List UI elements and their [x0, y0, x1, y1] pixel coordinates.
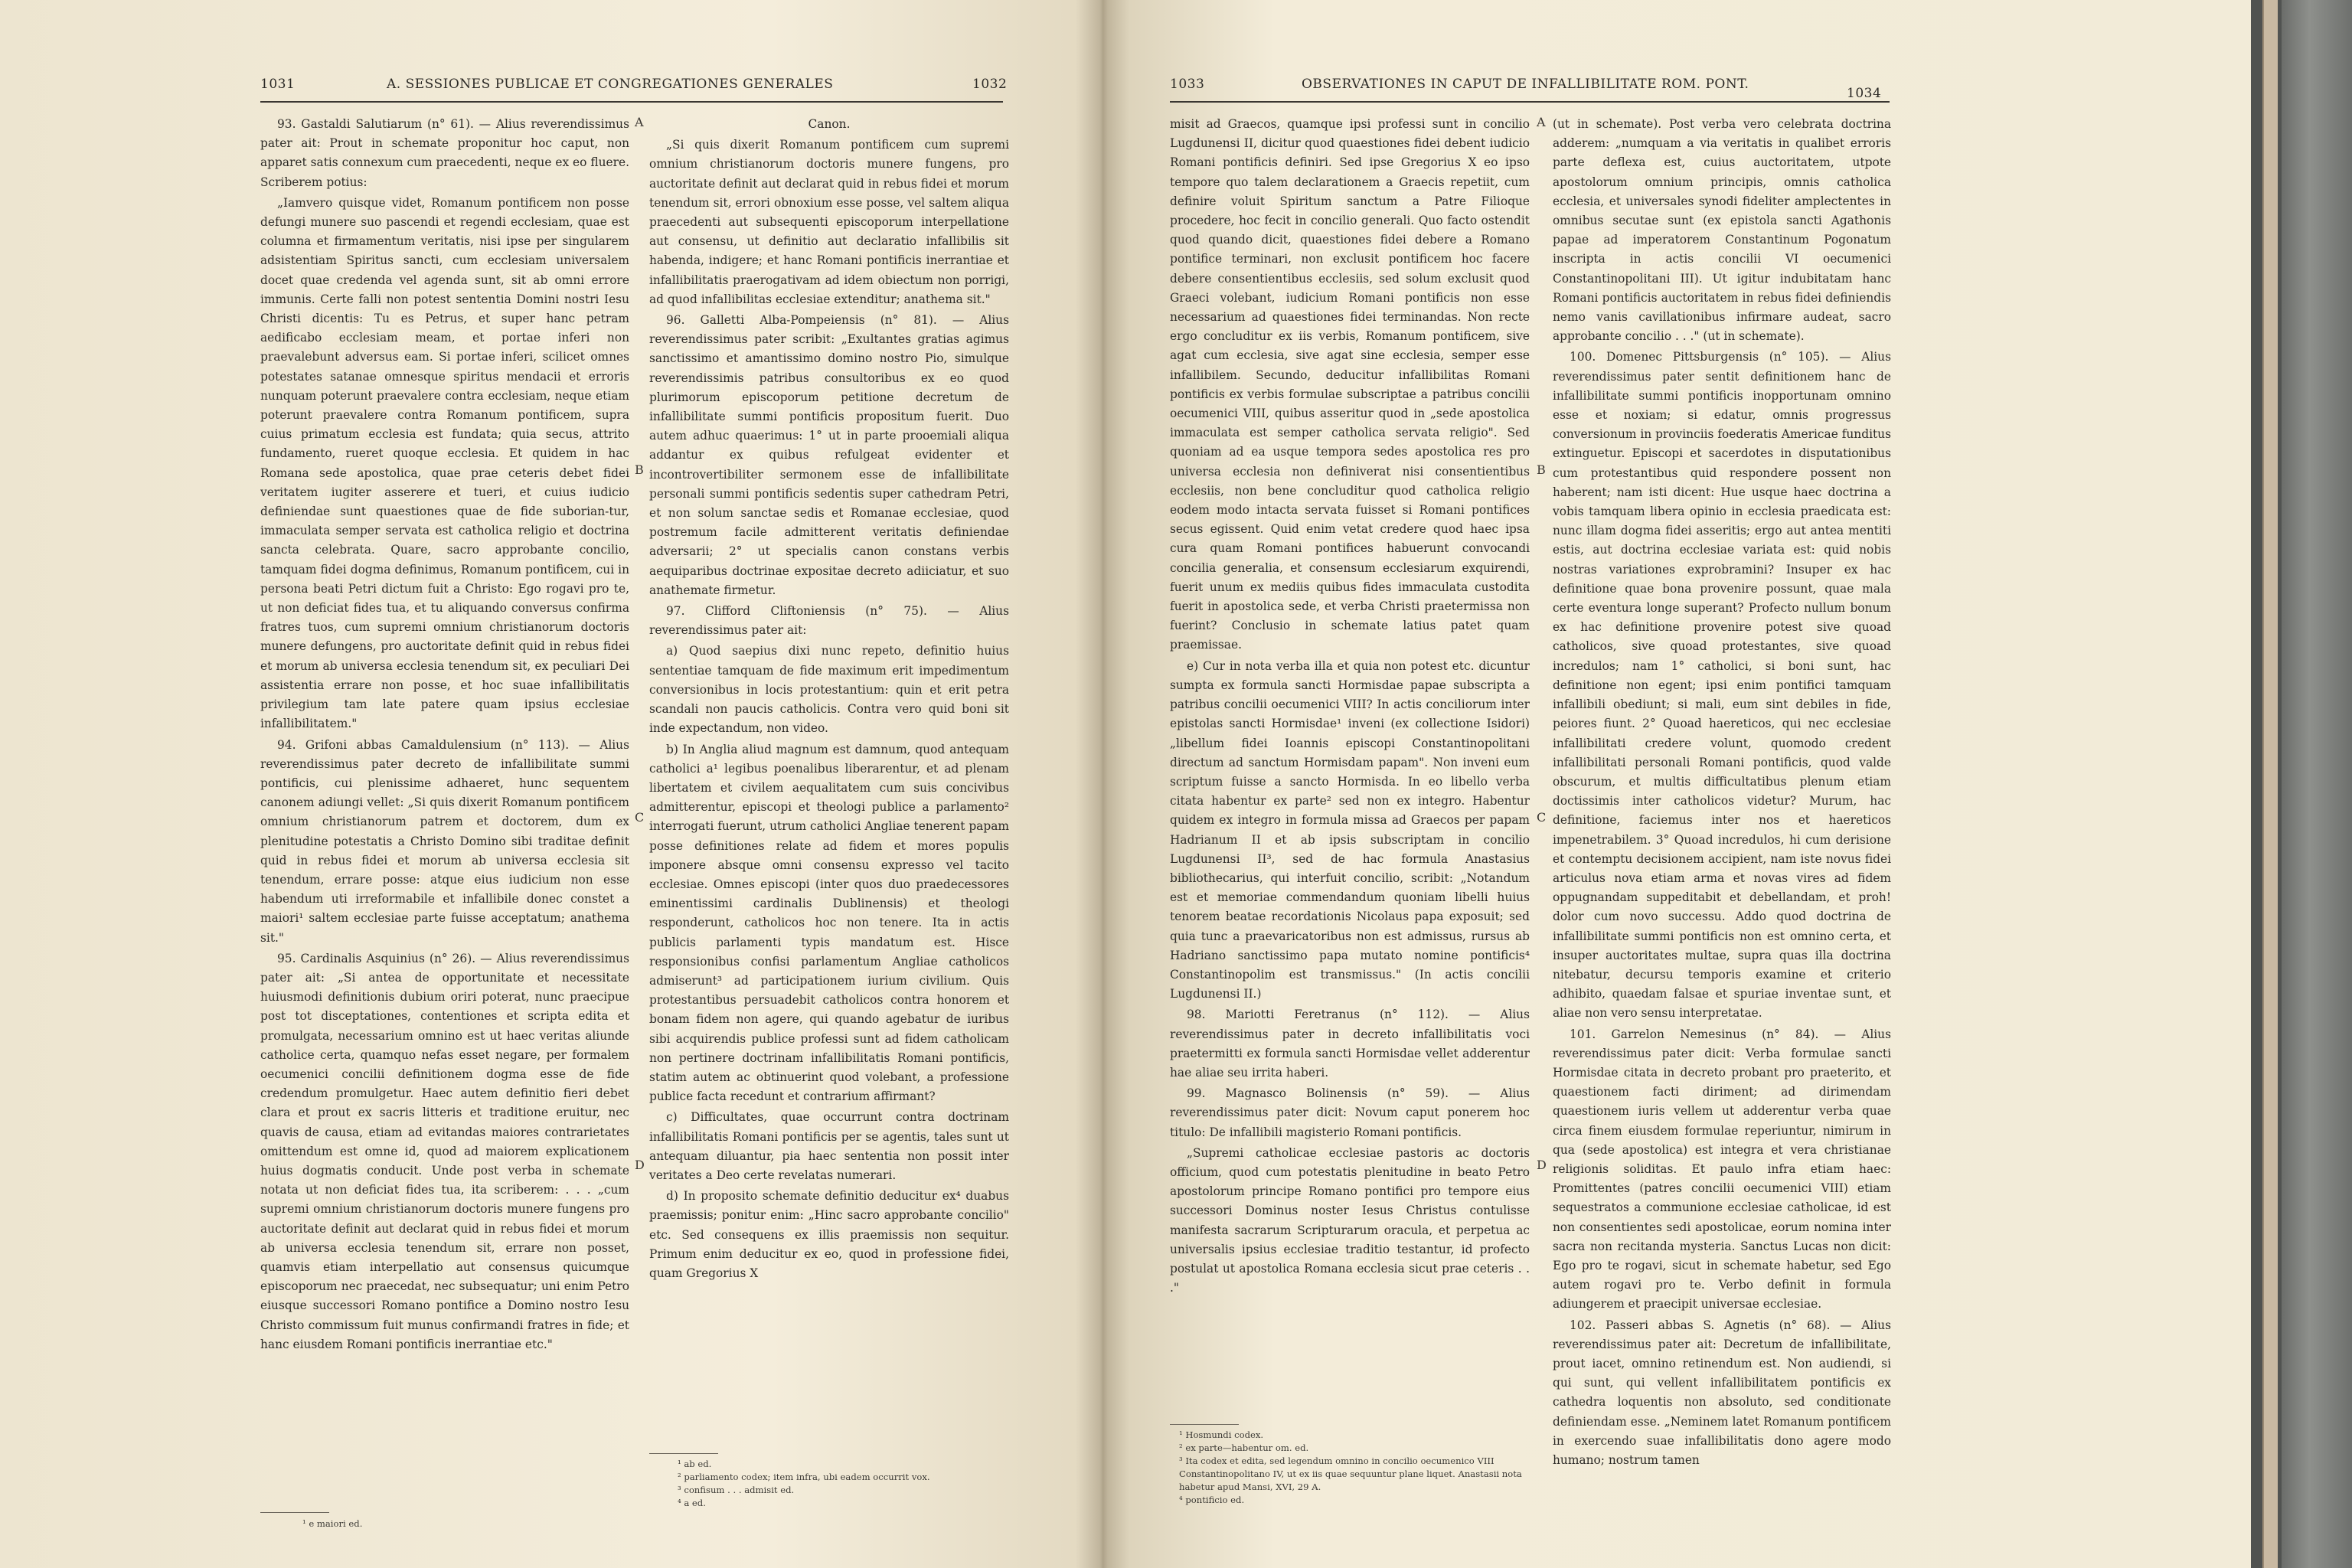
right-page-number-1: 1033 [1170, 77, 1205, 92]
paragraph: 96. Galletti Alba-Pompeiensis (n° 81). — Alius reverendissimus pater scribit: „Exultantes gratias agimus sanctissimo et amantissimo domino nostro Pio, simulque reverendissimis patribus consultoribus ex eo quod plurimorum episcoporum petitione decretum de infallibilitate summi pontificis propositum fuerit. Duo autem adhuc quaerimus: 1° ut in parte prooemiali aliqua addantur ex quibus refulgeat evidenter et incontrovertibiliter sermonem esse de infallibilitate personali summi pontificis sedentis super cathedram Petri, et non solum sanctae sedis et Romanae ecclesiae, quod postremum facile admitterent veritatis definiendae adversarii; 2° ut specialis canon constans verbis aequiparibus doctrinae expositae decreto adiiciatur, et suo anathemate firmetur. [649, 313, 1009, 597]
paragraph: „Iamvero quisque videt, Romanum pontificem non posse defungi munere suo pascendi et regendi ecclesiam, quae est columna et firmamentum veritatis, nisi ipse per singularem adsistentiam Spiritus sancti, cum ecclesiam universalem docet quae credenda vel agenda sunt, sit ab omni errore immunis. Certe falli non potest sententia Domini nostri Iesu Christi dicentis: Tu es Petrus, et super hanc petram aedificabo ecclesiam meam, et portae inferi non praevalebunt adversus eam. Si portae inferi, scilicet omnes potestates satanae omnesque spiritus mendacii et erroris nunquam poterunt praevalere contra ecclesiam, neque etiam poterunt praevalere contra Romanum pontificem, supra cuius primatum ecclesia est fundata; quia secus, attrito fundamento, rueret quoque ecclesia. Et quidem in hac Romana sede apostolica, quae prae ceteris debet fidei veritatem iugiter asserere et tueri, et cuius iudicio definiendae sunt quaestiones quae de fide suborian-tur, immaculata semper servata est catholica religio et doctrina sancta celebrata. Quare, sacro approbante concilio, tamquam fidei dogma definimus, Romanum pontificem, cui in persona beati Petri dictum fuit a Christo: Ego rogavi pro te, ut non deficiat fides tua, et tu aliquando conversus confirma fratres tuos, cum supremi omnium christianorum doctoris munere defungens, pro auctoritate definit quid in rebus fidei et morum ab universa ecclesia tenendum sit, ex peculiari Dei assistentia errare non posse, et hoc suae infallibilitatis privilegium tam late patere quam ipsius ecclesiae infallibilitatem." [260, 195, 629, 731]
footnote-rule [649, 1453, 718, 1454]
paragraph: b) In Anglia aliud magnum est damnum, quod antequam catholici a¹ legibus poenalibus liberarentur, et ad plenam libertatem et civilem aequalitatem cum suis concivibus admitterentur, episcopi et theologi publice a parlamento² interrogati fuerunt, utrum catholici Angliae tenerent papam posse definitiones relate ad fidem et mores populis imponere absque omni consensu expresso vel tacito ecclesiae. Omnes episcopi (inter quos duo praedecessores eminentissimi cardinalis Dublinensis) et theologi responderunt, catholicos hoc non tenere. Ita in actis publicis parlamenti typis mandatum est. Hisce responsionibus confisi parlamentum Angliae catholicos admiserunt³ ad participationem iurium civilium. Quis protestantibus persuadebit catholicos contra honorem et bonam fidem non agere, qui quando agebatur de iuribus sibi acquirendis publice professi sunt ad fidem catholicam non pertinere doctrinam infallibilitatis Romani pontificis, statim autem ac obtinuerint quod volebant, a professione publice facta recedunt et contrarium affirmant? [649, 742, 1009, 1104]
right-running-title: OBSERVATIONES IN CAPUT DE INFALLIBILITATE ROM. PONT. [1302, 77, 1749, 92]
paragraph: 97. Clifford Cliftoniensis (n° 75). — Alius reverendissimus pater ait: [649, 604, 1009, 638]
paragraph: 100. Domenec Pittsburgensis (n° 105). — Alius reverendissimus pater sentit definitionem hanc de infallibilitate summi pontificis inopportunam omnino esse et noxiam; si edatur, omnis progressus conversionum in provinciis foederatis Americae funditus extinguetur. Episcopi et sacerdotes in disputationibus cum protestantibus quid respondere possent non haberent; nam isti dicent: Hue usque haec doctrina a vobis tamquam libera opinio in ecclesia praedicata est: nunc illam dogma fidei asseritis; ergo aut antea mentiti estis, aut doctrina ecclesiae variata est: quid nobis nostras variationes exprobramini? Insuper ex hac definitione quae bona provenire possunt, quae mala certe eventura longe superant? Profecto nullum bonum ex hac definitione provenire potest sive quoad catholicos, sive quoad protestantes, sive quoad incredulos; nam 1° catholici, si boni sunt, hac definitione non egent; ipsi enim pontifici tamquam infallibili obediunt; si mali, eum sint debiles in fide, peiores fiunt. 2° Quoad haereticos, qui nec ecclesiae infallibilitati credere volunt, quomodo credent infallibilitati personali Romani pontificis, quod valde obscurum, et multis difficultatibus plenum etiam doctissimis inter catholicos videtur? Murum, hac definitione, faciemus inter nos et haereticos impenetrabilem. 3° Quoad incredulos, hi cum derisione et contemptu decisionem accipient, nam iste novus fidei articulus nova etiam arma et novas vires ad fidem oppugnandam suppeditabit et debellandam, et proh! dolor cum novo successu. Addo quod doctrina de infallibilitate summi pontificis non est omnino certa, et insuper auctoritates multae, supra quas illa doctrina nitebatur, decursu temporis examine et criterio adhibito, quaedam falsae et spuriae inventae sunt, et aliae non vero sensu interpretatae. [1553, 350, 1891, 1021]
footnote: ² ex parte—habentur om. ed. [1179, 1442, 1309, 1453]
right-col1-footnotes [1179, 1429, 1531, 1507]
book-gutter-shadow [1076, 0, 1129, 1568]
margin-letter: C [635, 810, 645, 825]
paragraph: 101. Garrelon Nemesinus (n° 84). — Alius reverendissimus pater dicit: Verba formulae sancti Hormisdae citata in decreto probant pro praeterito, et quaestionem facti diriment; ad dirimendam quaestionem iuris vellem ut adderentur verba quae circa finem eiusdem formulae reperiuntur, nimirum in qua (sede apostolica) est integra et vera christianae religionis soliditas. Et paulo infra etiam haec: Promittentes (patres concilii oecumenici VIII) etiam sequestratos a communione ecclesiae catholicae, id est non consentientes sedi apostolicae, eorum nomina inter sacra non recitanda mysteria. Sanctus Lucas non dicit: Ego pro te rogavi, sicut in schemate habetur, sed Ego autem rogavi pro te. Verbo definit in formula adiungerem et praecipit universae ecclesiae. [1553, 1027, 1891, 1312]
paragraph: Canon. [808, 117, 851, 131]
left-column-1 [260, 115, 629, 1508]
footnote: ³ Ita codex et edita, sed legendum omnino in concilio oecumenico VIII Constantinopolitano IV, ut ex iis quae sequuntur plane liquet. Anastasii nota habetur apud Mansi, XVI, 29 A. [1179, 1455, 1522, 1492]
footnote-rule [260, 1512, 329, 1513]
left-page [0, 0, 1102, 1568]
footnote: ¹ e maiori ed. [302, 1518, 363, 1529]
right-page-number-2: 1034 [1847, 86, 1882, 101]
footnote: ¹ ab ed. [678, 1459, 712, 1469]
left-page-number-2: 1032 [972, 77, 1008, 92]
paragraph: a) Quod saepius dixi nunc repeto, definitio huius sententiae tamquam de fide maximum erit impedimentum conversionibus in locis protestantium: quin et erit petra scandali non paucis catholicis. Contra vero quid boni sit inde expectandum, non video. [649, 644, 1009, 736]
paragraph: 98. Mariotti Feretranus (n° 112). — Alius reverendissimus pater in decreto infallibilitatis voci praetermitti ex formula sancti Hormisdae vellet adderentur hae aliae seu irrita haberi. [1170, 1008, 1530, 1080]
left-page-number-1: 1031 [260, 77, 296, 92]
paragraph: 102. Passeri abbas S. Agnetis (n° 68). — Alius reverendissimus pater ait: Decretum de infallibilitate, prout iacet, omnino retinendum est. Non audiendi, si qui sunt, qui vellent infallibilitatem pontificis ex cathedra loquentis non absoluto, sed conditionate definiendam esse. „Neminem latet Romanum pontificem in exercendo suae infallibilitatis dono agere modo humano; nostrum tamen [1553, 1318, 1891, 1468]
margin-letter: C [1537, 810, 1547, 825]
margin-letter: D [1537, 1158, 1547, 1172]
right-header-rule [1170, 101, 1890, 103]
left-running-title: A. SESSIONES PUBLICAE ET CONGREGATIONES GENERALES [387, 77, 834, 92]
footnote: ³ confisum . . . admisit ed. [678, 1485, 795, 1495]
margin-letter: B [635, 462, 644, 477]
paragraph: c) Difficultates, quae occurrunt contra doctrinam infallibilitatis Romani pontificis per se agentis, tales sunt ut antequam diluantur, pia haec sententia non possit inter veritates a Deo certe revelatas numerari. [649, 1110, 1009, 1182]
right-page [1102, 0, 2251, 1568]
book-cover-edge [2262, 0, 2278, 1568]
margin-letter: B [1537, 462, 1546, 477]
book-edge [2282, 0, 2352, 1568]
paragraph: „Supremi catholicae ecclesiae pastoris ac doctoris officium, quod cum potestatis plenitudine in beato Petro apostolorum principe Romano pontifici pro tempore eius successori Dominus noster Iesus Christus contulisse manifesta sacrarum Scripturarum oracula, et perpetua ac universalis ipsius ecclesiae traditio testantur, id profecto postulat ut apostolica Romana ecclesia sicut prae ceteris . . ." [1170, 1145, 1530, 1295]
right-column-2 [1553, 115, 1891, 1516]
left-header-rule [260, 101, 1003, 103]
footnote: ¹ Hosmundi codex. [1179, 1429, 1264, 1440]
footnote-rule [1170, 1424, 1239, 1425]
paragraph: e) Cur in nota verba illa et quia non potest etc. dicuntur sumpta ex formula sancti Hormisdae papae subscripta a patribus concilii oecumenici VIII? In actis conciliorum inter epistolas sancti Hormisdae¹ inveni (ex collectione Isidori) „libellum fidei Ioannis episcopi Constantinopolitani directum ad sanctum Hormisdam papam". Non inveni eum scriptum fuisse a sancto Hormisda. In eo libello verba citata habentur ex parte² sed non ex integro. Habentur quidem ex integro in formula missa ad Graecos per papam Hadrianum II et ab ipsis subscriptam in concilio Lugdunensi II³, sed de hac formula Anastasius bibliothecarius, qui interfuit concilio, scribit: „Notandum est et memoriae commendandum quoniam libelli huius tenorem beatae recordationis Nicolaus papa exposuit; sed quia tunc a praevaricatoribus non est admissus, rursus ab Hadriano sanctissimo papa mutato nomine pontificis⁴ Constantinopolim est transmissus." (In actis concilii Lugdunensi II.) [1170, 658, 1530, 1001]
paragraph: 95. Cardinalis Asquinius (n° 26). — Alius reverendissimus pater ait: „Si antea de opportunitate et necessitate huiusmodi definitionis dubium oriri poterat, nunc praecipue post tot disceptationes, contentiones et scripta edita et promulgata, necessarium omnino est ut haec veritas aliunde catholice certa, quamquo nefas esset negare, per formalem oecumenici concilii definitionem dogma esse de fide credendum promulgetur. Haec autem definitio fieri debet clara et prout ex sacris litteris et traditione eruitur, nec quavis de causa, etiam ad evitandas maiores contrarietates omittendum est omne id, quod ad maiorem explicationem huius dogmatis conducit. Unde post verba in schemate notata ut non deficiat fides tua, ita scriberem: . . . „cum supremi omnium christianorum doctoris munere fungens pro auctoritate definit aut declarat quid in rebus fidei et morum ab universa ecclesia tenendum sit, errare non posset, quamvis etiam interpellatio aut consensus quicumque episcoporum nec praecedat, nec subsequatur; uni enim Petro eiusque successori Romano pontifice a Domino nostro Iesu Christo commissum fuit munus confirmandi fratres in fide; et hanc eiusdem Romani pontificis inerrantiae etc." [260, 951, 629, 1351]
paragraph: d) In proposito schemate definitio deducitur ex⁴ duabus praemissis; ponitur enim: „Hinc sacro approbante concilio" etc. Sed consequens ex illis praemissis non sequitur. Primum enim deducitur ex eo, quod in professione fidei, quam Gregorius X [649, 1189, 1009, 1280]
footnote: ⁴ a ed. [678, 1498, 706, 1508]
footnote: ² parliamento codex; item infra, ubi eadem occurrit vox. [678, 1472, 930, 1482]
footnote: ⁴ pontificio ed. [1179, 1494, 1245, 1505]
paragraph: (ut in schemate). Post verba vero celebrata doctrina adderem: „numquam a via veritatis in qualibet erroris parte deflexa est, cuius auctoritatem, utpote apostolorum omnium principis, omnis catholica ecclesia, et universales synodi fideliter amplectentes in omnibus secutae sunt (ex epistola sancti Agathonis papae ad imperatorem Constantinum Pogonatum inscripta in actis concilii VI oecumenici Constantinopolitani III). Ut igitur indubitatam hanc Romani pontificis auctoritatem in rebus fidei definiendis nemo vanis cavillationibus infirmare audeat, sacro approbante concilio . . ." (ut in schemate). [1553, 117, 1891, 344]
margin-letter: D [635, 1158, 645, 1172]
left-column-2 [649, 115, 1009, 1447]
paragraph: „Si quis dixerit Romanum pontificem cum supremi omnium christianorum doctoris munere fungens, pro auctoritate definit aut declarat quid in rebus fidei et morum tenendum sit, errori obnoxium esse posse, vel saltem aliqua praecedenti aut subsequenti episcoporum interpellatione aut consensu, ut definitio aut declaratio infallibilis sit habenda, indigere; et hanc Romani pontificis inerrantiae et infallibilitatis praerogativam ad idem obiectum non porrigi, ad quod infallibilitas ecclesiae extenditur; anathema sit." [649, 138, 1009, 306]
margin-letter: A [635, 115, 644, 129]
paragraph: 94. Grifoni abbas Camaldulensium (n° 113). — Alius reverendissimus pater decreto de infallibilitate summi pontificis, cui plenissime adhaeret, hunc sequentem canonem adiungi vellet: „Si quis dixerit Romanum pontificem omnium christianorum patrem et doctorem, dum ex plenitudine potestatis a Christo Domino sibi traditae definit quid in rebus fidei et morum ab universa ecclesia sit tenendum, errare posse: atque eius iudicium non esse habendum uti irreformabile et infallibile donec constet a maiori¹ saltem ecclesiae parte fuisse acceptatum; anathema sit." [260, 737, 629, 945]
right-column-1 [1170, 115, 1530, 1416]
left-col1-footnotes [302, 1517, 362, 1530]
paragraph: 93. Gastaldi Salutiarum (n° 61). — Alius reverendissimus pater ait: Prout in schemate proponitur hoc caput, non apparet satis connexum cum praecedenti, neque ex eo fluere. Scriberem potius: [260, 117, 629, 189]
paragraph: misit ad Graecos, quamque ipsi professi sunt in concilio Lugdunensi II, dicitur quod quaestiones fidei debent iudicio Romani pontificis definiri. Sed ipse Gregorius X eo ipso tempore quo talem declarationem a Graecis repetiit, cum definire voluit Spiritum sanctum a Patre Filioque procedere, hoc fecit in concilio generali. Quo facto ostendit quod quando dicit, quaestiones fidei debere a Romano pontifice terminari, non exclusit pontificem hoc facere debere consentientibus ecclesiis, sed solum exclusit quod Graeci volebant, iudicium Romani pontificis non esse necessarium ad quaestiones fidei terminandas. Non recte ergo concluditur ex iis verbis, Romanum pontificem, sive agat cum ecclesia, sive agat sine ecclesia, semper esse infallibilem. Secundo, deducitur infallibilitas Romani pontificis ex verbis formulae subscriptae a patribus concilii oecumenici VIII, quibus asseritur quod in „sede apostolica immaculata est semper catholica servata religio". Sed quoniam ad ea usque tempora sedes apostolica res pro universa ecclesia non definiverat nisi consentientibus ecclesiis, non bene concluditur quod catholica religio eodem modo intacta servata fuisset si Romani pontifices secus egissent. Quid enim vetat credere quod haec ipsa cura quam Romani pontifices habuerunt convocandi concilia generalia, et consensum ecclesiarum exquirendi, fuerit unum ex mediis quibus fides immaculata custodita fuerit in apostolica sede, et verba Christi praetermissa non fuerint? Conclusio in schemate latius patet quam praemissae. [1170, 117, 1530, 652]
margin-letter: A [1537, 115, 1546, 129]
left-col2-footnotes [678, 1458, 930, 1510]
paragraph: 99. Magnasco Bolinensis (n° 59). — Alius reverendissimus pater dicit: Novum caput ponerem hoc titulo: De infallibili magisterio Romani pontificis. [1170, 1086, 1530, 1139]
